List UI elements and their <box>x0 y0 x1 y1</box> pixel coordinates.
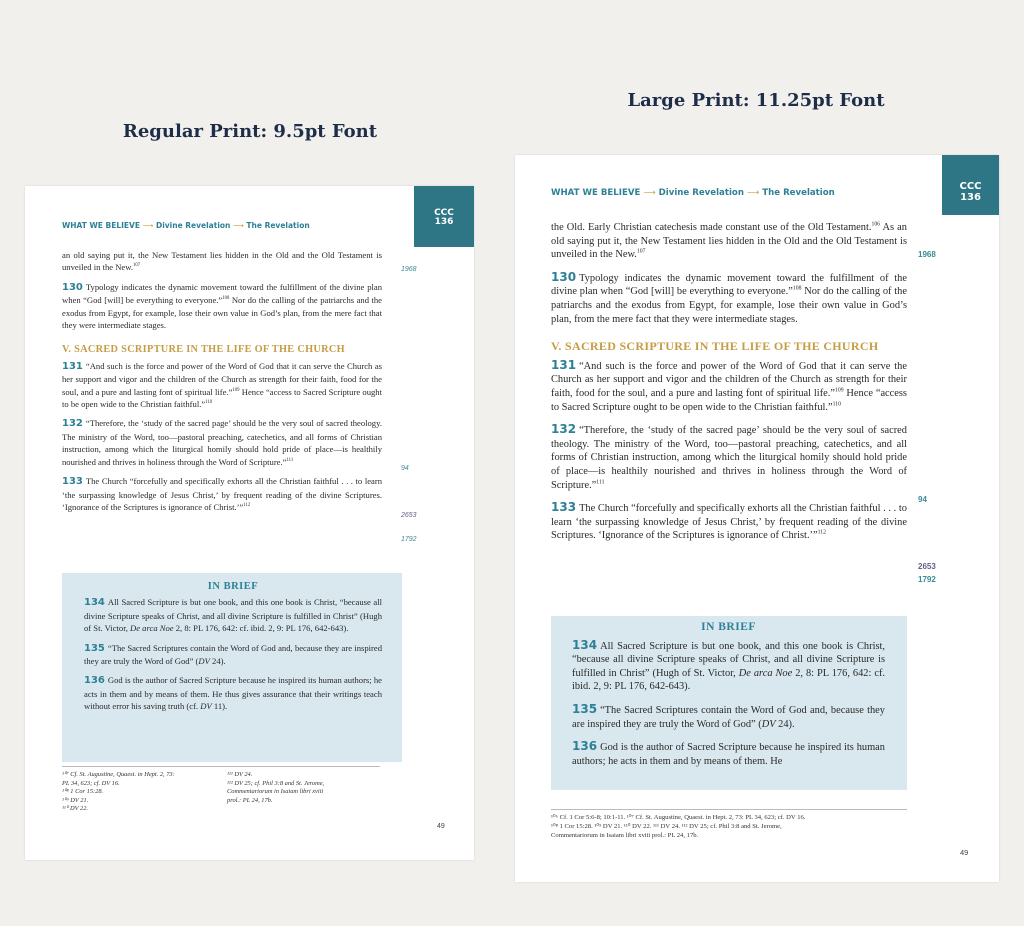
paragraph <box>551 221 907 262</box>
paragraph-text: 24). <box>775 718 795 730</box>
footnote-line: ¹⁰⁹ DV 21. <box>62 796 89 804</box>
paragraph-number: 136 <box>572 739 598 754</box>
footnote-line: ¹¹² DV 25; cf. Phil 3:8 and St. Jerome, <box>227 779 325 787</box>
footnote-marker: 110 <box>832 401 842 408</box>
paragraph-number: 135 <box>572 701 598 716</box>
paragraph-text: 24). <box>209 656 226 667</box>
paragraph-number: 130 <box>551 269 577 284</box>
arrow-icon: ⟶ <box>643 188 656 198</box>
footnote-line: Commentariorum in Isaiam libri xviii <box>227 788 324 796</box>
footnote-marker: 108 <box>792 285 802 292</box>
large-print-title: Large Print: 11.25pt Font <box>627 90 885 111</box>
paragraph-number: 131 <box>551 357 577 372</box>
paragraph-text: God is the author of Sacred Scripture because he inspired its human authors; he acts in them and by means of them. He thus gives assurance that their writings teach without error his saving truth (cf. <box>84 675 382 712</box>
margin-ref: 2653 <box>918 562 936 571</box>
paragraph-text: 2, 8: PL 176, 642: cf. ibid. 2, 9: PL 176, 642-643). <box>173 623 349 634</box>
section-heading: V. SACRED SCRIPTURE IN THE LIFE OF THE CHURCH <box>62 344 345 356</box>
paragraph-text: Typology indicates the dynamic movement toward the fulfillment of the divine plan when “God [will] be everything to everyone.” <box>62 281 382 306</box>
paragraph-number: 132 <box>62 418 83 430</box>
paragraph-text: As an old saying put it, the New Testament lies hidden in the Old and the Old Testament is unveiled in the New. <box>551 222 907 261</box>
paragraph <box>551 359 907 414</box>
paragraph-text: Hence “access to Sacred Scripture ought to be open wide to the Christian faithful.” <box>551 387 907 413</box>
regular-print-page <box>25 186 474 860</box>
breadcrumb-part: The Revelation <box>762 188 835 198</box>
ccc-reference-tab <box>942 155 999 215</box>
body-text <box>62 249 382 520</box>
paragraph-number: 133 <box>551 500 577 515</box>
margin-ref: 2653 <box>401 512 417 519</box>
footnote-line: ¹⁰⁶ Cf. 1 Cor 5:6-8; 10:1-11. ¹⁰⁷ Cf. St. Augustine, Quaest. in Hept. 2, 73: PL 34, 623; cf. DV 16. <box>551 814 806 821</box>
paragraph <box>62 249 382 274</box>
footnote-marker: 108 <box>222 296 230 302</box>
paragraph-number: 135 <box>84 642 105 654</box>
paragraph-text: All Sacred Scripture is but one book, and this one book is Christ, “because all divine Scripture speaks of Christ, and all divine Scripture is fulfilled in Christ” (Hugh of St. Victor, <box>572 640 885 679</box>
paragraph-number: 130 <box>62 281 83 293</box>
paragraph-number: 136 <box>84 675 105 687</box>
footnote-line: prol.: PL 24, 17b. <box>227 796 273 804</box>
paragraph <box>551 271 907 326</box>
paragraph-text: 11). <box>211 701 228 712</box>
paragraph-text: 2, 8: PL 176, 642: cf. ibid. 2, 9: PL 176, 642-643). <box>572 667 886 693</box>
arrow-icon: ⟶ <box>142 221 154 230</box>
paragraph-number: 134 <box>84 597 105 609</box>
ccc-label: CCC <box>959 181 982 192</box>
in-brief-heading: IN BRIEF <box>207 581 259 592</box>
paragraph-text: “And such is the force and power of the Word of God that it can serve the Church as her support and vigor and the children of the Church as strength for their faith, food for the soul, and a pure and lasting font of spiritual life.” <box>62 360 382 397</box>
paragraph-text: Nor do the calling of the patriarchs and the exodus from Egypt, for example, lose their own value in God’s plan, from the mere fact that they were intermediate stages. <box>551 286 907 325</box>
paragraph-text: DV <box>200 701 212 712</box>
paragraph-text: “Therefore, the ‘study of the sacred page’ should be the very soul of sacred theology. The ministry of the Word, too—pastoral preaching, catechetics, and all forms of Christian instruction, among which the liturgical homily should hold pride of place—is healthily nourished and thrives in holiness through the Word of Scripture.” <box>62 418 382 467</box>
paragraph-text: Hence “access to Sacred Scripture ought to be open wide to the Christian faithful.” <box>62 386 382 410</box>
paragraph <box>84 642 382 668</box>
breadcrumb-part: Divine Revelation <box>155 221 231 230</box>
footnote-marker: 109 <box>834 387 844 394</box>
paragraph-text: the Old. Early Christian catechesis made constant use of the Old Testament. <box>551 222 872 233</box>
footnote-divider <box>551 809 907 810</box>
ccc-label: CCC <box>434 208 454 218</box>
paragraph-text: “The Sacred Scriptures contain the Word of God and, because they are inspired they are truly the Word of God” ( <box>84 642 382 667</box>
breadcrumb <box>551 188 835 198</box>
breadcrumb-part: Divine Revelation <box>658 188 744 198</box>
footnote-marker: 111 <box>596 479 605 486</box>
paragraph-number: 131 <box>62 360 83 372</box>
margin-ref: 1792 <box>918 575 936 584</box>
footnote-marker: 112 <box>817 529 826 536</box>
in-brief-heading: IN BRIEF <box>701 621 756 633</box>
paragraph-text: DV <box>198 656 210 667</box>
paragraph <box>84 596 382 634</box>
footnote-marker: 107 <box>636 248 646 255</box>
in-brief-box <box>551 616 907 790</box>
margin-ref: 1792 <box>401 536 417 543</box>
ccc-number: 136 <box>434 217 454 228</box>
in-brief-items <box>572 639 885 769</box>
footnote-marker: 109 <box>232 387 240 393</box>
paragraph <box>62 417 382 468</box>
paragraph-number: 134 <box>572 637 598 652</box>
margin-ref: 1968 <box>918 250 936 259</box>
paragraph-text: “Therefore, the ‘study of the sacred page’ should be the very soul of sacred theology. The ministry of the Word, too—pastoral preaching, catechetics, and all forms of Christian instruction, among which the liturgical homily should hold pride of place—is healthily nourished and thrives in holiness through the Word of Scripture.” <box>551 425 907 491</box>
paragraph <box>62 475 382 513</box>
regular-print-title: Regular Print: 9.5pt Font <box>122 121 378 142</box>
paragraph-text: De arca Noe <box>738 667 793 679</box>
footnote-line: Commentariorum in Isaiam libri xviii prol.: PL 24, 17b. <box>551 832 699 839</box>
large-print-page <box>515 155 999 882</box>
paragraph <box>62 360 382 411</box>
ccc-number: 136 <box>960 191 981 203</box>
in-brief-items <box>84 596 382 712</box>
footnote-line: PL 34, 623; cf. DV 16. <box>62 779 120 787</box>
margin-ref: 94 <box>401 465 409 472</box>
footnote-marker: 111 <box>286 457 294 463</box>
footnote-marker: 106 <box>871 221 881 228</box>
paragraph <box>551 423 907 492</box>
paragraph-text: God is the author of Sacred Scripture because he inspired its human authors; he acts in them and by means of them. He <box>572 742 885 767</box>
breadcrumb-part: The Revelation <box>246 221 310 230</box>
breadcrumb <box>62 221 310 230</box>
footnotes <box>551 813 911 840</box>
arrow-icon: ⟶ <box>746 188 760 198</box>
paragraph-text: Nor do the calling of the patriarchs and the exodus from Egypt, for example, lose their own value in God’s plan, from the mere fact that they were intermediate stages. <box>62 295 382 331</box>
breadcrumb-part: WHAT WE BELIEVE <box>551 188 641 198</box>
paragraph <box>572 740 885 768</box>
footnote-line: ¹⁰⁸ 1 Cor 15:28. ¹⁰⁹ DV 21. ¹¹⁰ DV 22. ¹¹¹ DV 24. ¹¹² DV 25; cf. Phil 3:8 and St. Jerome, <box>551 823 782 830</box>
paragraph <box>572 639 885 694</box>
footnote-line: ¹⁰⁷ Cf. St. Augustine, Quaest. in Hept. 2, 73: <box>62 771 175 778</box>
margin-ref: 94 <box>918 495 927 504</box>
footnote-marker: 112 <box>243 503 251 509</box>
paragraph <box>62 281 382 332</box>
footnote-line: ¹¹⁰ DV 22. <box>62 805 88 813</box>
footnote-marker: 107 <box>133 263 141 269</box>
footnote-line: ¹¹¹ DV 24. <box>227 771 253 778</box>
body-text <box>551 221 907 552</box>
page-number: 49 <box>960 848 969 857</box>
page-number: 49 <box>437 823 445 830</box>
paragraph-number: 132 <box>551 422 577 437</box>
paragraph-text: All Sacred Scripture is but one book, and this one book is Christ, “because all divine Scripture speaks of Christ, and all divine Scripture is fulfilled in Christ” (Hugh of St. Victor, <box>84 597 382 634</box>
paragraph-text: “The Sacred Scriptures contain the Word of God and, because they are inspired they are truly the Word of God” ( <box>572 704 885 730</box>
arrow-icon: ⟶ <box>233 221 244 230</box>
paragraph <box>84 674 382 712</box>
paragraph <box>551 501 907 543</box>
footnote-marker: 110 <box>205 400 213 406</box>
paragraph-text: Typology indicates the dynamic movement toward the fulfillment of the divine plan when “God [will] be everything to everyone.” <box>551 272 907 298</box>
footnote-divider <box>62 766 380 767</box>
ccc-reference-tab <box>414 186 474 247</box>
footnote-line: ¹⁰⁸ 1 Cor 15:28. <box>62 788 104 796</box>
paragraph-text: “And such is the force and power of the Word of God that it can serve the Church as her support and vigor and the children of the Church as strength for their faith, food for the soul, and a pure and lasting font of spiritual life.” <box>551 360 907 399</box>
paragraph-text: The Church “forcefully and specifically exhorts all the Christian faithful . . . to learn ‘the surpassing knowledge of Jesus Christ,’ by frequent reading of the divine Scriptures. ‘Ignorance of the Scriptures is ignorance of Christ.’” <box>551 503 907 542</box>
section-heading: V. SACRED SCRIPTURE IN THE LIFE OF THE CHURCH <box>551 339 879 354</box>
in-brief-box <box>62 573 402 762</box>
paragraph <box>572 703 885 731</box>
paragraph-text: DV <box>761 718 776 730</box>
breadcrumb-part: WHAT WE BELIEVE <box>62 221 140 230</box>
margin-ref: 1968 <box>401 266 417 273</box>
paragraph-number: 133 <box>62 476 83 488</box>
footnotes-col-2 <box>227 771 324 805</box>
paragraph-text: De arca Noe <box>130 623 174 634</box>
paragraph-text: an old saying put it, the New Testament lies hidden in the Old and the Old Testament is unveiled in the New. <box>62 250 382 273</box>
footnotes-col-1 <box>62 771 175 814</box>
paragraph-text: The Church “forcefully and specifically exhorts all the Christian faithful . . . to learn ‘the surpassing knowledge of Jesus Christ,’ by frequent reading of the divine Scriptures. ‘Ignorance of the Scriptures is ignorance of Christ.’” <box>62 476 382 512</box>
